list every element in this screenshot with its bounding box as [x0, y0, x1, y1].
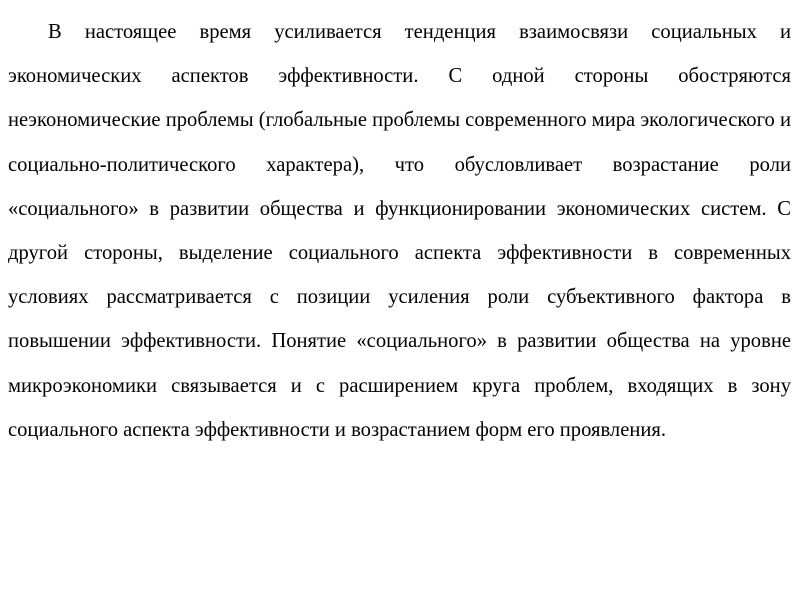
body-paragraph: В настоящее время усиливается тенденция взаимосвязи социальных и экономических аспектов эффективности. С одной стороны обостряются неэкономические проблемы (глобальные проблемы современного мира экологического и социально-политического характера), что обусловливает возрастание роли «социального» в развитии общества и функционировании экономических систем. С другой стороны, выделение социального аспекта эффективности в современных условиях рассматривается с позиции усиления роли субъективного фактора в повышении эффективности. Понятие «социального» в развитии общества на уровне микроэкономики связывается и с расширением круга проблем, входящих в зону социального аспекта эффективности и возрастанием форм его проявления. [8, 21, 791, 441]
